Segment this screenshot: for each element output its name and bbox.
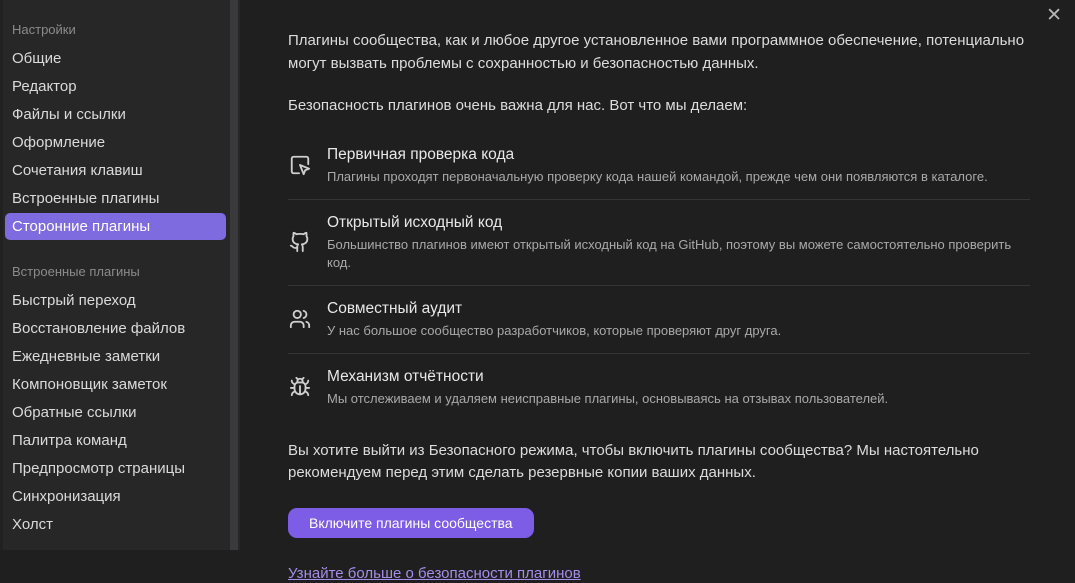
github-icon	[288, 230, 312, 254]
sidebar-item[interactable]: Компоновщик заметок	[12, 376, 167, 393]
sidebar-item[interactable]: Палитра команд	[12, 432, 127, 449]
feature-title: Первичная проверка кода	[327, 145, 515, 163]
sidebar-item[interactable]: Холст	[12, 516, 53, 533]
security-features-list	[288, 132, 1030, 421]
bug-icon	[288, 375, 312, 399]
feature-title: Механизм отчётности	[327, 367, 484, 385]
feature-description: Мы отслеживаем и удаляем неисправные плагины, основываясь на отзывах пользователей.	[327, 390, 889, 406]
sidebar-item[interactable]: Общие	[12, 50, 62, 67]
sidebar-section-header: Настройки	[12, 22, 76, 37]
sidebar-section-header: Встроенные плагины	[12, 264, 140, 279]
learn-more-link[interactable]: Узнайте больше о безопасности плагинов	[288, 564, 581, 582]
feature-description: У нас большое сообщество разработчиков, которые проверяют друг друга.	[327, 322, 782, 338]
sidebar-item[interactable]: Быстрый переход	[12, 292, 136, 309]
sidebar-item[interactable]: Файлы и ссылки	[12, 106, 126, 123]
enable-community-plugins-button[interactable]: Включите плагины сообщества	[288, 508, 534, 538]
inspect-icon	[288, 153, 312, 177]
feature-description: Большинство плагинов имеют открытый исходный код на GitHub, поэтому вы можете самостоятельно проверить код.	[327, 236, 1012, 270]
sidebar-item[interactable]: Редактор	[12, 78, 77, 95]
plugin-security-paragraph: Безопасность плагинов очень важна для нас. Вот что мы делаем:	[288, 97, 748, 114]
close-icon[interactable]: ✕	[1046, 4, 1062, 26]
security-feature-row	[288, 200, 1030, 286]
sidebar-item[interactable]: Сочетания клавиш	[12, 162, 143, 179]
sidebar-item[interactable]: Восстановление файлов	[12, 320, 186, 337]
users-icon	[288, 307, 312, 331]
sidebar-item-active[interactable]: Сторонние плагины	[5, 213, 226, 240]
settings-content	[240, 0, 1075, 582]
feature-description: Плагины проходят первоначальную проверку кода нашей командой, прежде чем они появляются в каталоге.	[327, 168, 988, 184]
sidebar-scrollbar[interactable]	[230, 0, 238, 550]
sidebar-nav	[0, 16, 240, 538]
sidebar-item[interactable]: Оформление	[12, 134, 106, 151]
feature-title: Совместный аудит	[327, 299, 463, 317]
community-plugins-warning-paragraph: Плагины сообщества, как и любое другое установленное вами программное обеспечение, потенциально могут вызвать проблемы с сохранностью и безопасностью данных.	[288, 32, 1025, 72]
sidebar-left-edge	[0, 0, 3, 550]
sidebar-item[interactable]: Обратные ссылки	[12, 404, 137, 421]
sidebar-item[interactable]: Предпросмотр страницы	[12, 460, 185, 477]
security-feature-row	[288, 354, 1030, 421]
safe-mode-exit-paragraph: Вы хотите выйти из Безопасного режима, чтобы включить плагины сообщества? Мы настоятельно рекомендуем перед этим сделать резервные копии ваших данных.	[288, 441, 979, 481]
security-feature-row	[288, 286, 1030, 354]
security-feature-row	[288, 132, 1030, 200]
sidebar-item[interactable]: Ежедневные заметки	[12, 348, 161, 365]
settings-sidebar	[0, 0, 240, 550]
feature-title: Открытый исходный код	[327, 213, 503, 231]
sidebar-item[interactable]: Синхронизация	[12, 488, 121, 505]
sidebar-item[interactable]: Встроенные плагины	[12, 190, 160, 207]
